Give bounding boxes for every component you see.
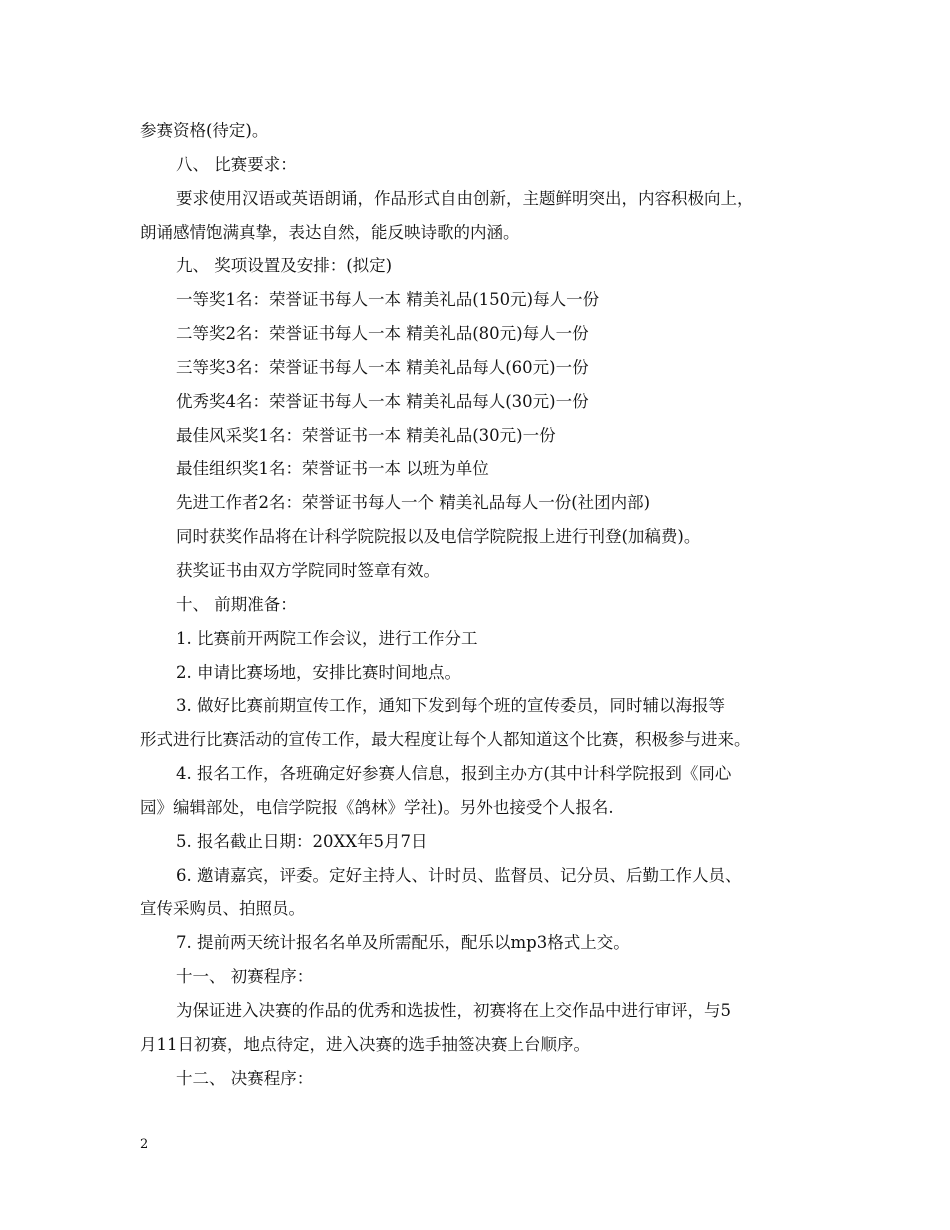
award-line: 一等奖1名：荣誉证书每人一本 精美礼品(150元)每人一份 <box>176 290 600 310</box>
text-line: 宣传采购员、拍照员。 <box>140 899 305 919</box>
text-line: 月11日初赛，地点待定，进入决赛的选手抽签决赛上台顺序。 <box>140 1034 590 1054</box>
text-line: 获奖证书由双方学院同时签章有效。 <box>176 560 440 580</box>
text-line: 同时获奖作品将在计科学院院报以及电信学院院报上进行刊登(加稿费)。 <box>176 527 701 547</box>
page-number: 2 <box>140 1137 149 1152</box>
section-heading-11: 十一、 初赛程序： <box>176 967 314 987</box>
text-line: 朗诵感情饱满真挚，表达自然，能反映诗歌的内涵。 <box>140 222 520 242</box>
award-line: 三等奖3名：荣誉证书每人一本 精美礼品每人(60元)一份 <box>176 357 589 377</box>
section-heading-10: 十、 前期准备： <box>176 594 297 614</box>
text-line: 形式进行比赛活动的宣传工作，最大程度让每个人都知道这个比赛，积极参与进来。 <box>140 730 751 750</box>
list-item: 1. 比赛前开两院工作会议，进行工作分工 <box>176 628 478 648</box>
section-heading-8: 八、 比赛要求： <box>176 154 297 174</box>
section-heading-9: 九、 奖项设置及安排：(拟定) <box>176 256 393 276</box>
document-body <box>140 114 840 1095</box>
list-item: 5. 报名截止日期：20XX年5月7日 <box>176 831 428 851</box>
list-item: 7. 提前两天统计报名名单及所需配乐，配乐以mp3格式上交。 <box>176 933 630 953</box>
list-item: 2. 申请比赛场地，安排比赛时间地点。 <box>176 662 461 682</box>
award-line: 最佳风采奖1名：荣誉证书一本 精美礼品(30元)一份 <box>176 425 556 445</box>
list-item: 4. 报名工作，各班确定好参赛人信息，报到主办方(其中计科学院报到《同心 <box>176 764 732 784</box>
text-line: 参赛资格(待定)。 <box>140 121 269 140</box>
award-line: 优秀奖4名：荣誉证书每人一本 精美礼品每人(30元)一份 <box>176 391 589 411</box>
list-item: 3. 做好比赛前期宣传工作，通知下发到每个班的宣传委员，同时辅以海报等 <box>176 696 725 716</box>
section-heading-12: 十二、 决赛程序： <box>176 1068 314 1088</box>
text-line: 为保证进入决赛的作品的优秀和选拔性，初赛将在上交作品中进行审评，与5 <box>176 1000 731 1020</box>
text-line: 园》编辑部处，电信学院报《鸽林》学社)。另外也接受个人报名. <box>140 797 614 817</box>
list-item: 6. 邀请嘉宾，评委。定好主持人、计时员、监督员、记分员、后勤工作人员、 <box>176 865 742 885</box>
award-line: 最佳组织奖1名：荣誉证书一本 以班为单位 <box>176 459 489 479</box>
award-line: 先进工作者2名：荣誉证书每人一个 精美礼品每人一份(社团内部) <box>176 493 651 513</box>
text-line: 要求使用汉语或英语朗诵，作品形式自由创新，主题鲜明突出，内容积极向上， <box>176 188 754 208</box>
award-line: 二等奖2名：荣誉证书每人一本 精美礼品(80元)每人一份 <box>176 324 589 344</box>
